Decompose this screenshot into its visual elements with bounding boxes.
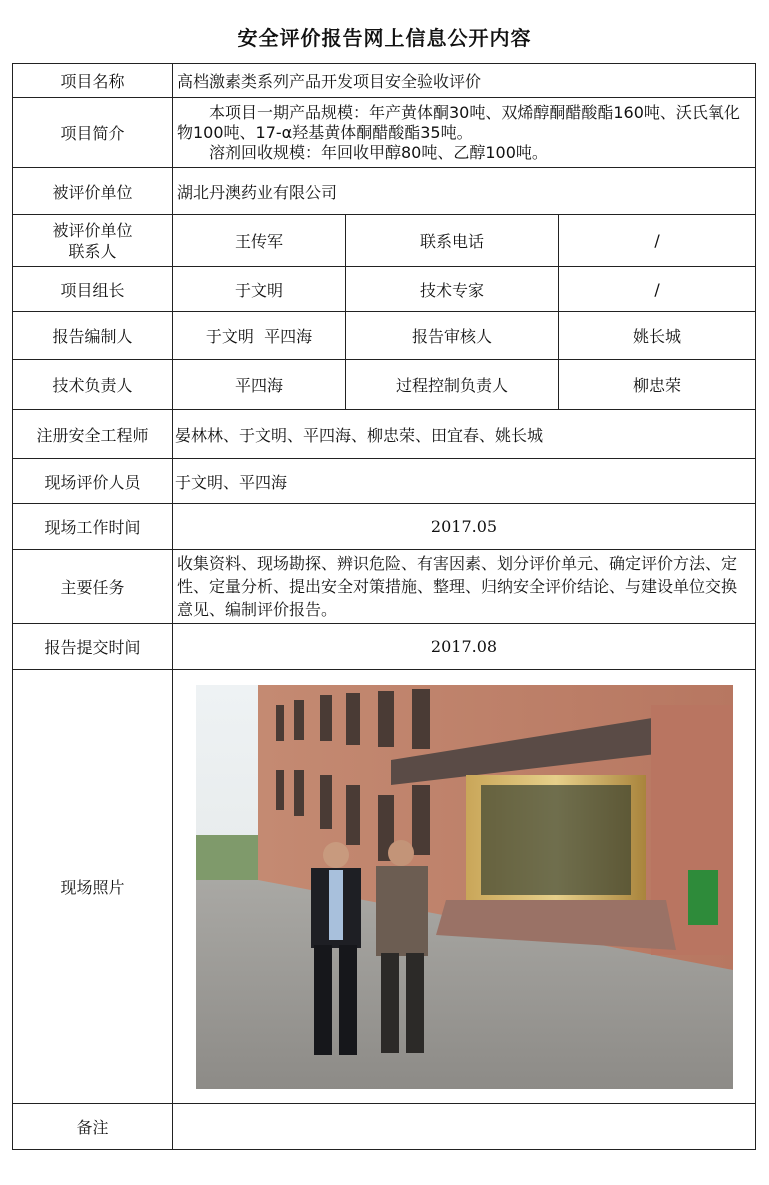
contact-value: 王传军 (173, 215, 346, 267)
photo-label: 现场照片 (13, 670, 173, 1104)
row-submit-time (13, 624, 756, 670)
reviewer-value: 姚长城 (559, 312, 756, 360)
intro-line-2: 溶剂回收规模：年回收甲醇80吨、乙醇100吨。 (209, 142, 548, 162)
evaluated-unit-value: 湖北丹澳药业有限公司 (173, 168, 756, 215)
project-intro-label: 项目简介 (13, 98, 173, 168)
tech-lead-label: 技术负责人 (13, 360, 173, 410)
remarks-label: 备注 (13, 1104, 173, 1150)
expert-value: / (559, 267, 756, 312)
row-project-intro (13, 98, 756, 168)
row-tasks (13, 550, 756, 624)
row-contact (13, 215, 756, 267)
row-remarks (13, 1104, 756, 1150)
compiler-value: 于文明 平四海 (173, 312, 346, 360)
row-engineers (13, 410, 756, 459)
glass-door (481, 785, 631, 895)
row-project-name (13, 64, 756, 98)
contact-label (13, 215, 173, 267)
team-leader-label: 项目组长 (13, 267, 173, 312)
intro-line-1: 本项目一期产品规模：年产黄体酮30吨、双烯醇酮醋酸酯160吨、沃氏氧化物100吨、17-α羟基黄体酮醋酸酯35吨。 (177, 102, 740, 142)
submit-time-label: 报告提交时间 (13, 624, 173, 670)
photo-cell (173, 670, 756, 1104)
tasks-value: 收集资料、现场勘探、辨识危险、有害因素、划分评价单元、确定评价方法、定性、定量分析、提出安全对策措施、整理、归纳安全评价结论、与建设单位交换意见、编制评价报告。 (173, 550, 756, 624)
contact-label-line1: 被评价单位 (52, 220, 133, 240)
engineers-label: 注册安全工程师 (13, 410, 173, 459)
project-intro-value (173, 98, 756, 168)
phone-value: / (559, 215, 756, 267)
reviewer-label: 报告审核人 (346, 312, 559, 360)
row-photo (13, 670, 756, 1104)
evaluated-unit-label: 被评价单位 (13, 168, 173, 215)
site-staff-label: 现场评价人员 (13, 459, 173, 504)
contact-label-line2: 联系人 (68, 241, 117, 261)
site-staff-value: 于文明、平四海 (173, 459, 756, 504)
team-leader-value: 于文明 (173, 267, 346, 312)
site-photo (196, 685, 733, 1089)
expert-label: 技术专家 (346, 267, 559, 312)
compiler-label: 报告编制人 (13, 312, 173, 360)
submit-time-value: 2017.08 (173, 624, 756, 670)
remarks-value (173, 1104, 756, 1150)
process-value: 柳忠荣 (559, 360, 756, 410)
info-table (12, 63, 756, 1150)
row-compiler (13, 312, 756, 360)
phone-label: 联系电话 (346, 215, 559, 267)
engineers-value: 晏林林、于文明、平四海、柳忠荣、田宜春、姚长城 (173, 410, 756, 459)
site-time-label: 现场工作时间 (13, 504, 173, 550)
row-tech-lead (13, 360, 756, 410)
page-title: 安全评价报告网上信息公开内容 (237, 26, 532, 50)
row-team-leader (13, 267, 756, 312)
green-bin (688, 870, 718, 925)
row-evaluated-unit (13, 168, 756, 215)
project-name-value: 高档激素类系列产品开发项目安全验收评价 (173, 64, 756, 98)
tech-lead-value: 平四海 (173, 360, 346, 410)
tasks-label: 主要任务 (13, 550, 173, 624)
project-name-label: 项目名称 (13, 64, 173, 98)
row-site-staff (13, 459, 756, 504)
row-site-time (13, 504, 756, 550)
site-time-value: 2017.05 (173, 504, 756, 550)
process-label: 过程控制负责人 (346, 360, 559, 410)
